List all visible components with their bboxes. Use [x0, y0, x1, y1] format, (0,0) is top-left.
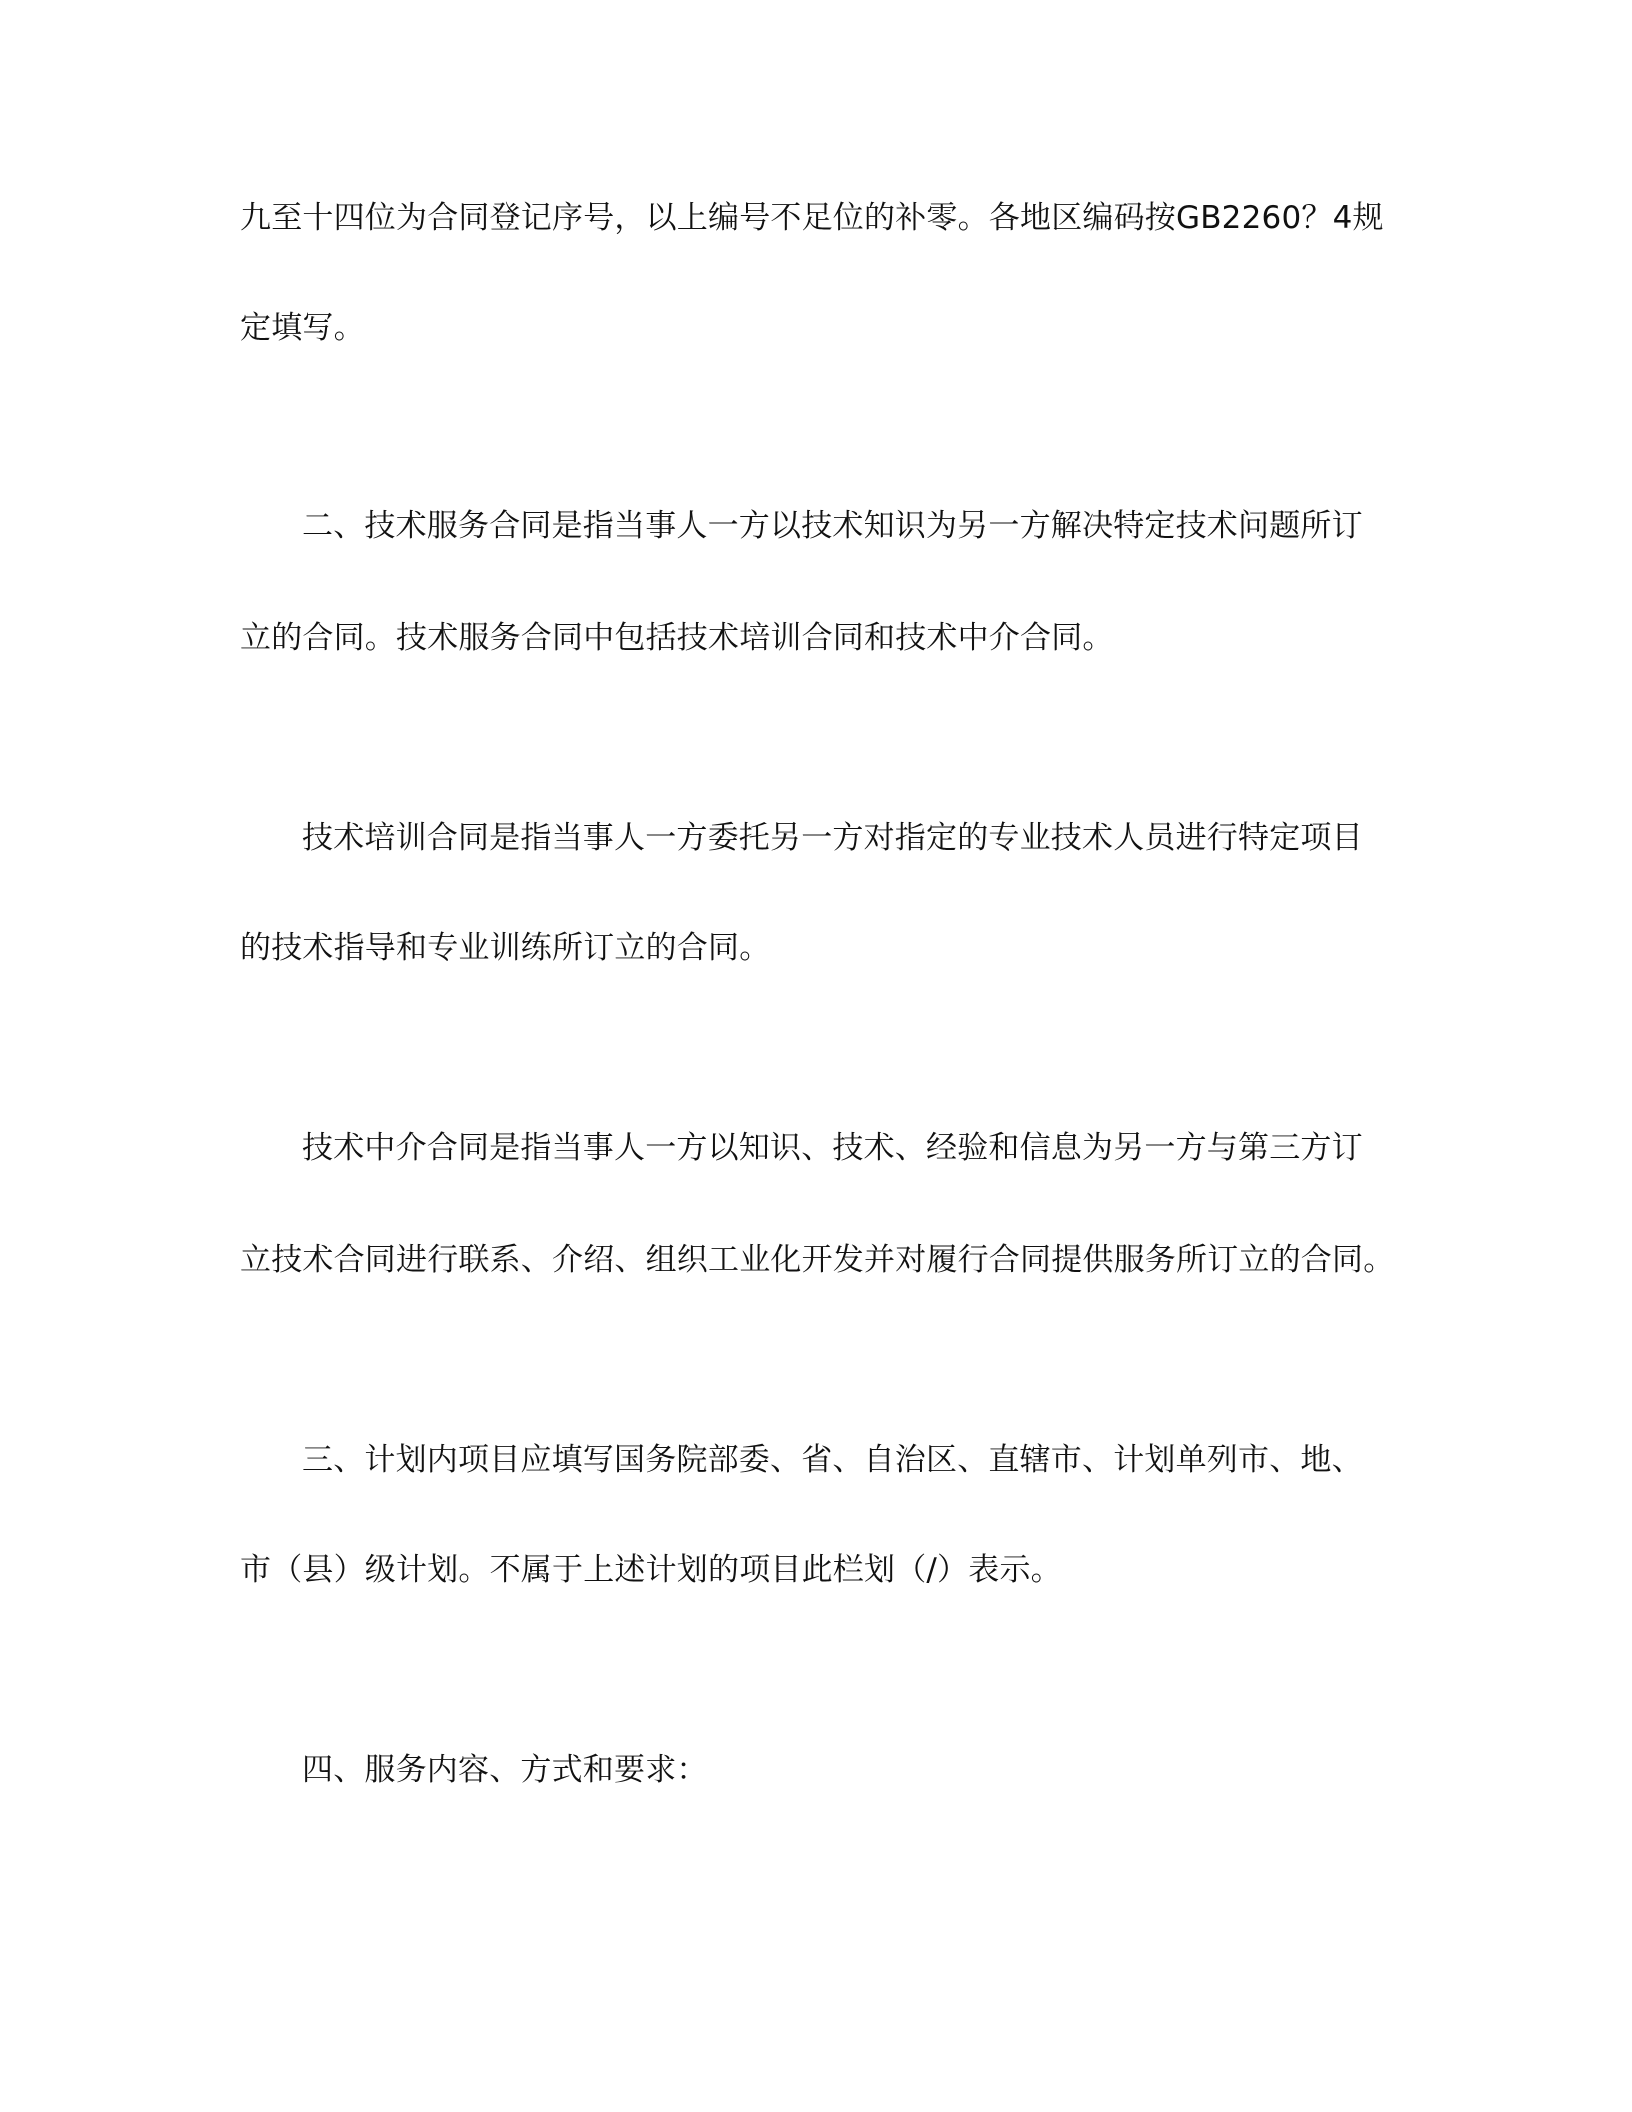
text-line: 技术培训合同是指当事人一方委托另一方对指定的专业技术人员进行特定项目 — [302, 820, 1363, 856]
text-line: 立技术合同进行联系、介绍、组织工业化开发并对履行合同提供服务所订立的合同。 — [240, 1242, 1395, 1278]
text-line: 定填写。 — [240, 310, 365, 346]
text-line: 九至十四位为合同登记序号，以上编号不足位的补零。各地区编码按GB2260？4规 — [240, 200, 1384, 236]
text-line: 的技术指导和专业训练所订立的合同。 — [240, 930, 771, 966]
text-line: 四、服务内容、方式和要求： — [302, 1752, 708, 1788]
text-line: 市（县）级计划。不属于上述计划的项目此栏划（/）表示。 — [240, 1552, 1062, 1588]
text-line: 三、计划内项目应填写国务院部委、省、自治区、直辖市、计划单列市、地、 — [302, 1442, 1363, 1478]
text-line: 技术中介合同是指当事人一方以知识、技术、经验和信息为另一方与第三方订 — [302, 1130, 1363, 1166]
text-line: 二、技术服务合同是指当事人一方以技术知识为另一方解决特定技术问题所订 — [302, 508, 1363, 544]
text-line: 立的合同。技术服务合同中包括技术培训合同和技术中介合同。 — [240, 620, 1114, 656]
